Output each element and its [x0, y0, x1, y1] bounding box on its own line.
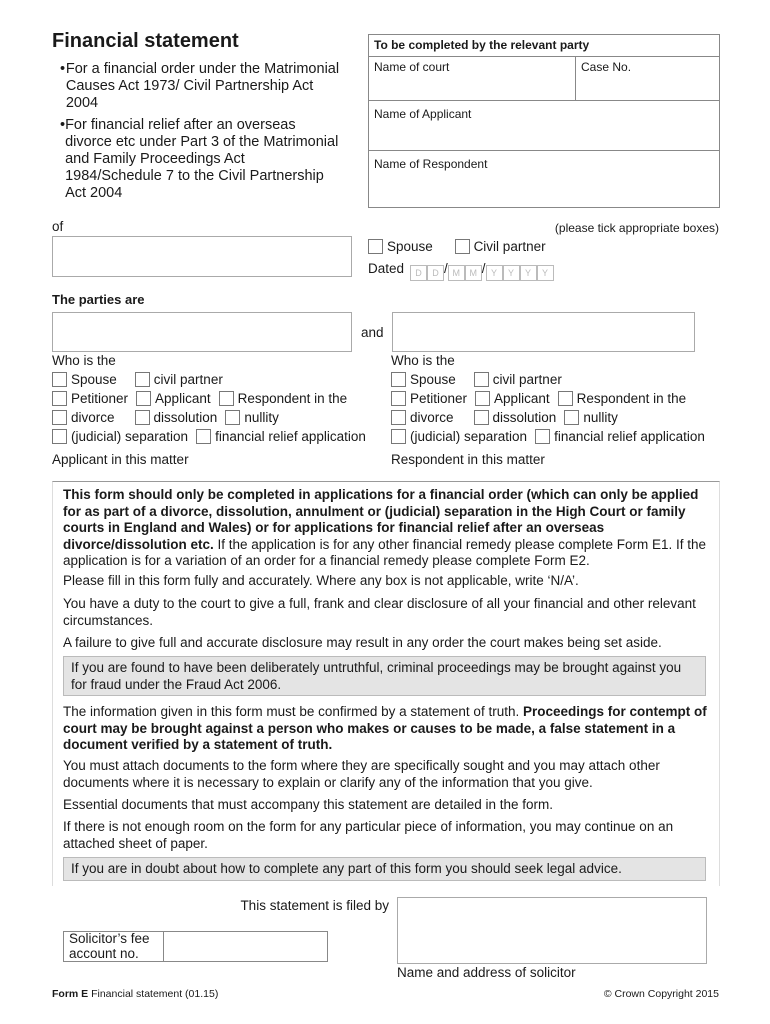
court-box-header: To be completed by the relevant party	[369, 35, 719, 57]
option-label: divorce	[410, 410, 454, 425]
option-label: Spouse	[71, 372, 117, 387]
bullet-1: For a financial order under the Matrimonial Causes Act 1973/ Civil Partnership Act 2004	[65, 61, 340, 111]
checkbox[interactable]	[535, 429, 550, 444]
checkbox[interactable]	[391, 372, 406, 387]
fraud-warning: If you are found to have been deliberately untruthful, criminal proceedings may be brought against you for fraud under the Fraud Act 2006.	[63, 656, 706, 696]
instructions-p1: This form should only be completed in applications for a financial order (which can only be applied for as part of a divorce, dissolution, annulment or (judicial) separation in the High Court or family courts in England and Wales) or for applications for financial relief after an overseas divorce/dissolution etc. If the application is for any other financial remedy please complete Form E1. If the application is for a variation of an order for a financial remedy please complete Form E2.	[63, 487, 707, 568]
date-slash: /	[481, 261, 486, 276]
solicitor-name-label: Name and address of solicitor	[397, 965, 576, 980]
checkbox[interactable]	[564, 410, 579, 425]
option-label: dissolution	[492, 410, 557, 425]
option-label: Applicant	[494, 391, 550, 406]
checkbox[interactable]	[391, 429, 406, 444]
checkbox[interactable]	[52, 391, 67, 406]
option-label: nullity	[244, 410, 279, 425]
option-label: civil partner	[153, 372, 223, 387]
option-label: civil partner	[492, 372, 562, 387]
option-label: Petitioner	[71, 391, 129, 406]
party-2-field[interactable]	[392, 312, 695, 352]
footer-form: Form E Financial statement (01.15)	[52, 988, 219, 1000]
applicant-caption: Applicant in this matter	[52, 452, 189, 467]
option-label: Spouse	[410, 372, 456, 387]
of-label: of	[52, 219, 64, 234]
respondent-caption: Respondent in this matter	[391, 452, 545, 467]
date-digit[interactable]: D	[410, 265, 427, 281]
party-1-field[interactable]	[52, 312, 352, 352]
page-title: Financial statement	[52, 30, 239, 52]
option-label: (judicial) separation	[71, 429, 189, 444]
tick-note: (please tick appropriate boxes)	[554, 221, 719, 235]
checkbox[interactable]	[558, 391, 573, 406]
option-label: financial relief application	[215, 429, 366, 444]
civil-partner-label: Civil partner	[473, 239, 546, 254]
checkbox[interactable]	[474, 372, 489, 387]
instructions-p8: If there is not enough room on the form for any particular piece of information, you may continue on an attached sheet of paper.	[63, 819, 674, 851]
checkbox[interactable]	[475, 391, 490, 406]
checkbox[interactable]	[52, 410, 67, 425]
legal-advice-note: If you are in doubt about how to complete any part of this form you should seek legal advice.	[63, 857, 706, 881]
date-digit[interactable]: M	[448, 265, 465, 281]
instructions-p2: Please fill in this form fully and accurately. Where any box is not applicable, write ‘N/A’.	[63, 573, 579, 588]
option-label: (judicial) separation	[410, 429, 528, 444]
date-digit[interactable]: Y	[503, 265, 520, 281]
spouse-label: Spouse	[387, 239, 433, 254]
bullet-2: For financial relief after an overseas divorce etc under Part 3 of the Matrimonial and Family Proceedings Act 1984/Schedule 7 to the Civil Partnership Act 2004	[65, 117, 339, 201]
date-digit[interactable]: Y	[486, 265, 503, 281]
parties-heading: The parties are	[52, 292, 145, 307]
instructions-p7: Essential documents that must accompany this statement are detailed in the form.	[63, 797, 553, 812]
checkbox[interactable]	[52, 429, 67, 444]
of-field[interactable]	[52, 236, 352, 277]
date-slash: /	[444, 261, 448, 276]
case-no-field[interactable]: Case No.	[576, 57, 719, 101]
checkbox[interactable]	[135, 410, 150, 425]
bullet-list: • For a financial order under the Matrimonial Causes Act 1973/ Civil Partnership Act 2004 • For financial relief after an overseas divorce etc under Part 3 of the Matrimonial and Family Proceedings Act 1984/Schedule 7 to the Civil Partnership Act 2004	[60, 61, 340, 201]
dated-label: Dated	[368, 261, 405, 276]
name-of-applicant-field[interactable]: Name of Applicant	[369, 101, 719, 151]
checkbox[interactable]	[391, 410, 406, 425]
checkbox[interactable]	[136, 391, 151, 406]
filed-by-label: This statement is filed by	[240, 898, 389, 913]
instructions-p6: You must attach documents to the form where they are specifically sought and you may attach other documents where it is necessary to explain or clarify any of the information that you give.	[63, 758, 660, 790]
checkbox[interactable]	[391, 391, 406, 406]
date-digit[interactable]: Y	[520, 265, 537, 281]
instructions-p3: You have a duty to the court to give a full, frank and clear disclosure of all your financial and other relevant circumstances.	[63, 596, 696, 628]
solicitor-fee-account	[63, 931, 328, 962]
who-is-the-label: Who is the	[391, 353, 455, 368]
option-label: Respondent in the	[237, 391, 348, 406]
name-of-court-field[interactable]: Name of court	[369, 57, 576, 101]
option-label: Applicant	[155, 391, 211, 406]
option-label: nullity	[583, 410, 618, 425]
option-label: Respondent in the	[576, 391, 687, 406]
option-label: dissolution	[153, 410, 218, 425]
and-label: and	[361, 325, 384, 340]
court-box	[368, 34, 720, 208]
solicitor-address-field[interactable]	[397, 897, 707, 964]
date-digit[interactable]: M	[465, 265, 482, 281]
checkbox[interactable]	[225, 410, 240, 425]
checkbox[interactable]	[196, 429, 211, 444]
instructions-p5: The information given in this form must be confirmed by a statement of truth. Proceedings for contempt of court may be brought against a person who makes or causes to be made, a false statement in a document verified by a statement of truth.	[63, 704, 707, 752]
instructions-p4: A failure to give full and accurate disclosure may result in any order the court makes being set aside.	[63, 635, 662, 650]
footer-copyright: © Crown Copyright 2015	[603, 988, 719, 1000]
name-of-respondent-field[interactable]: Name of Respondent	[374, 157, 488, 171]
checkbox[interactable]	[474, 410, 489, 425]
civil-partner-checkbox[interactable]	[455, 239, 470, 254]
date-digit[interactable]: D	[427, 265, 444, 281]
who-is-the-label: Who is the	[52, 353, 116, 368]
option-label: divorce	[71, 410, 115, 425]
solicitor-fee-input[interactable]	[164, 932, 327, 961]
dated-field	[368, 261, 554, 281]
checkbox[interactable]	[219, 391, 234, 406]
checkbox[interactable]	[52, 372, 67, 387]
option-label: Petitioner	[410, 391, 468, 406]
spouse-checkbox[interactable]	[368, 239, 383, 254]
checkbox[interactable]	[135, 372, 150, 387]
date-digit[interactable]: Y	[537, 265, 554, 281]
option-label: financial relief application	[554, 429, 705, 444]
solicitor-fee-label: Solicitor’s fee account no.	[64, 932, 164, 961]
